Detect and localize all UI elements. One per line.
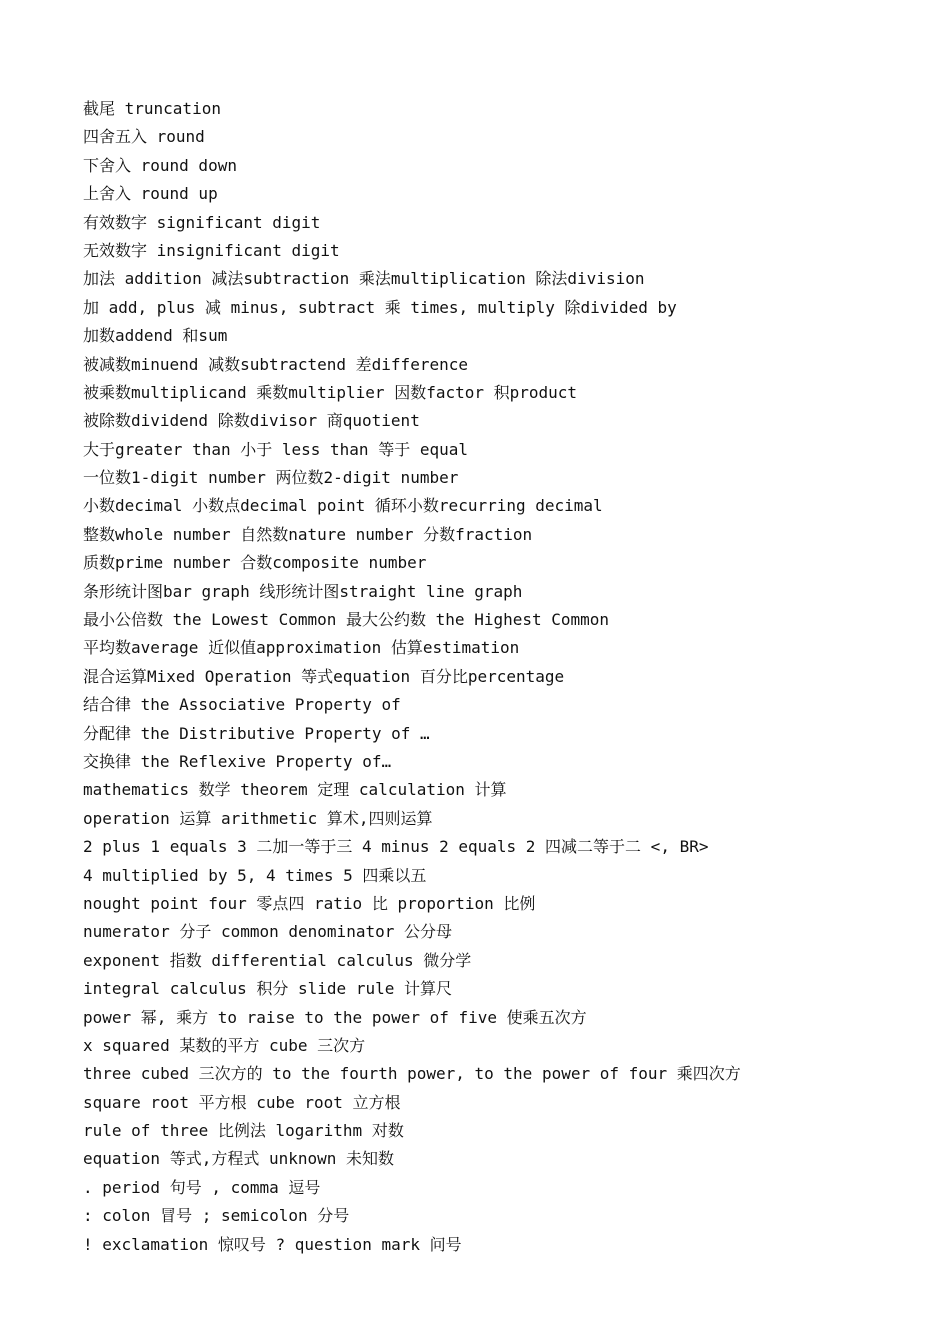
text-line: 被除数dividend 除数divisor 商quotient (83, 411, 420, 431)
text-line: nought point four 零点四 ratio 比 proportion 比例 (83, 893, 536, 913)
text-line: 混合运算Mixed Operation 等式equation 百分比percentage (83, 666, 565, 686)
text-line: 分配律 the Distributive Property of … (83, 723, 430, 743)
text-line: 整数whole number 自然数nature number 分数fraction (83, 524, 533, 544)
text-line: 加法 addition 减法subtraction 乘法multiplication 除法division (83, 269, 645, 289)
text-line: rule of three 比例法 logarithm 对数 (83, 1121, 404, 1141)
text-line: mathematics 数学 theorem 定理 calculation 计算 (83, 780, 507, 800)
text-line: 截尾 truncation (83, 99, 221, 118)
text-line: numerator 分子 common denominator 公分母 (83, 922, 452, 942)
text-line: 无效数字 insignificant digit (83, 240, 340, 260)
text-line: 一位数1-digit number 两位数2-digit number (83, 468, 459, 488)
text-line: equation 等式,方程式 unknown 未知数 (83, 1149, 395, 1169)
text-line: 结合律 the Associative Property of (83, 695, 401, 715)
text-line: 有效数字 significant digit (83, 212, 321, 232)
text-line: square root 平方根 cube root 立方根 (83, 1092, 401, 1112)
text-line: . period 句号 , comma 逗号 (83, 1177, 321, 1197)
document-page (83, 95, 923, 1259)
text-line: 大于greater than 小于 less than 等于 equal (83, 439, 468, 459)
text-line: ! exclamation 惊叹号 ? question mark 问号 (83, 1234, 462, 1254)
text-line: 上舍入 round up (83, 184, 218, 204)
text-line: three cubed 三次方的 to the fourth power, to the power of four 乘四次方 (83, 1064, 741, 1084)
text-line: 下舍入 round down (83, 155, 237, 175)
text-line: exponent 指数 differential calculus 微分学 (83, 950, 472, 970)
text-line: 平均数average 近似值approximation 估算estimation (83, 638, 520, 658)
text-line: 小数decimal 小数点decimal point 循环小数recurring decimal (83, 496, 603, 516)
text-line: integral calculus 积分 slide rule 计算尺 (83, 979, 452, 999)
text-line: power 幂, 乘方 to raise to the power of five 使乘五次方 (83, 1007, 587, 1027)
text-line: 被减数minuend 减数subtractend 差difference (83, 354, 468, 374)
text-line: operation 运算 arithmetic 算术,四则运算 (83, 808, 433, 828)
text-line: 加数addend 和sum (83, 326, 228, 346)
text-line: 4 multiplied by 5, 4 times 5 四乘以五 (83, 865, 427, 885)
text-line: 加 add, plus 减 minus, subtract 乘 times, multiply 除divided by (83, 297, 677, 317)
text-line: 最小公倍数 the Lowest Common 最大公约数 the Highest Common (83, 610, 610, 630)
text-line: 质数prime number 合数composite number (83, 553, 427, 573)
text-line: 2 plus 1 equals 3 二加一等于三 4 minus 2 equals 2 四减二等于二 <, BR> (83, 837, 709, 857)
text-line: 四舍五入 round (83, 127, 205, 147)
text-line: 交换律 the Reflexive Property of… (83, 751, 392, 771)
text-line: 被乘数multiplicand 乘数multiplier 因数factor 积product (83, 382, 578, 402)
text-line: x squared 某数的平方 cube 三次方 (83, 1035, 366, 1055)
text-line: : colon 冒号 ; semicolon 分号 (83, 1206, 350, 1226)
text-line: 条形统计图bar graph 线形统计图straight line graph (83, 581, 523, 601)
